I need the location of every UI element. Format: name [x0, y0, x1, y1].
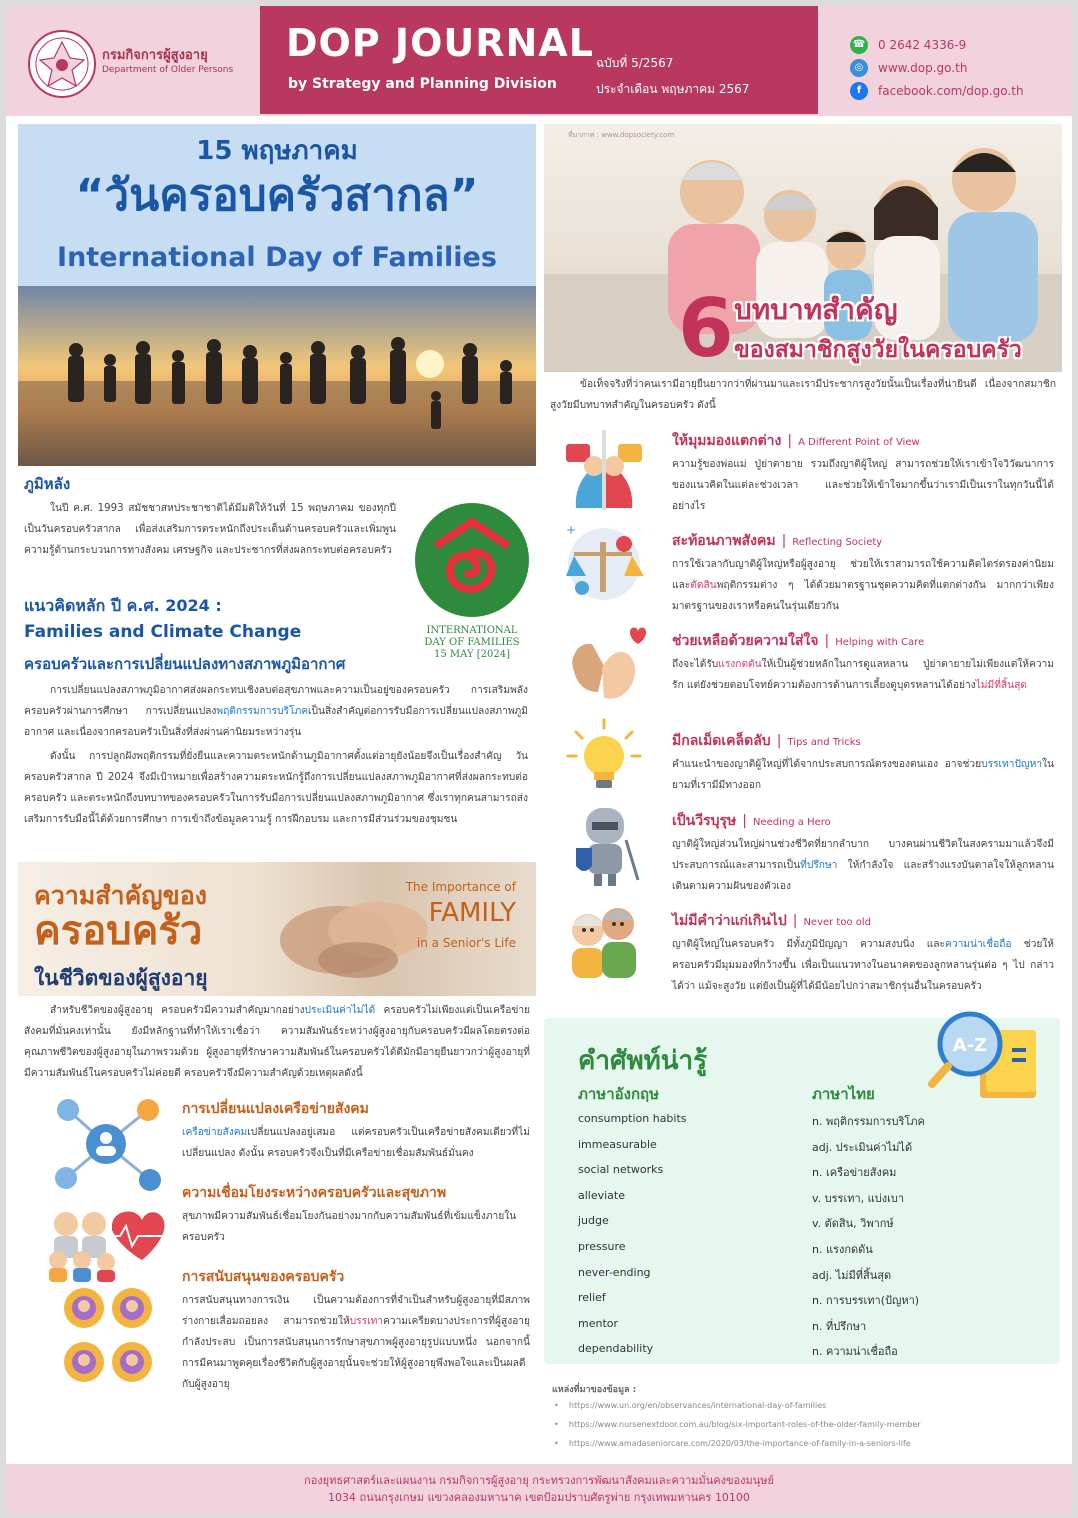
- vocab-term-th: n. แรงกดดัน: [812, 1243, 873, 1256]
- org-name-en: Department of Older Persons: [102, 65, 234, 75]
- hero-date: 15 พฤษภาคม: [196, 136, 358, 166]
- role3-body: [672, 654, 1054, 696]
- role1-body: ความรู้ของพ่อแม่ ปู่ย่าตายาย รวมถึงญาติผู้ใหญ่ สามารถช่วยให้เราเข้าใจวิวัฒนาการของแนวคิดในแต่ละช่วงเวลา และช่วยให้เข้าใจมากขึ้นว่าเรามีเป็นเราในทุกวันนี้ได้อย่างไร: [672, 459, 1054, 512]
- journal-subtitle: by Strategy and Planning Division: [288, 76, 557, 92]
- role6-title-th: ไม่มีคำว่าแก่เกินไป: [672, 913, 787, 929]
- dictionary-magnifier-icon: [928, 1008, 1038, 1104]
- reflecting-society-icon: [562, 522, 646, 606]
- role3-title-en: Helping with Care: [835, 637, 925, 648]
- facebook-icon: f: [850, 82, 868, 100]
- role5-highlight: ที่ปรึกษา: [800, 860, 838, 871]
- roles-intro: ข้อเท็จจริงที่ว่าคนเรามีอายุยืนยาวกว่าที่ผ่านมาและเรามีประชากรสูงวัยนั้นเป็นเรื่องที่น่ายินดี เนื่องจากสมาชิกสูงวัยมีบทบาทสำคัญในครอบครัว ดังนี้: [550, 379, 1056, 411]
- roles-title2: ของสมาชิกสูงวัยในครอบครัว: [734, 337, 1022, 363]
- lightbulb-icon: [566, 718, 642, 794]
- role1-title-th: ให้มุมมองแตกต่าง: [672, 433, 782, 449]
- contact-facebook[interactable]: [850, 79, 1024, 102]
- facebook-link[interactable]: facebook.com/dop.go.th: [878, 83, 1024, 98]
- role2-text2: พฤติกรรมต่าง ๆ ได้ด้วยมาตรฐานชุดความคิดที่แตกต่างกัน มากกว่าเพียงมาตรฐานของเราหรือคนในรุ่นเดียวกัน: [672, 580, 1054, 612]
- idf-logo-text: [404, 625, 540, 661]
- website-link[interactable]: www.dop.go.th: [878, 60, 968, 75]
- roles-title1: บทบาทสำคัญ: [734, 293, 898, 326]
- role4-title: [672, 730, 861, 752]
- role6-highlight: ความน่าเชื่อถือ: [945, 939, 1012, 950]
- importance-item3-body: [182, 1290, 530, 1395]
- importance-intro-text2: ครอบครัวไม่เพียงแต่เป็นเครือข่ายสังคมที่มั่นคงเท่านั้น ยังมีหลักฐานที่ทำให้เราเชื่อว่า ความสัมพันธ์ระหว่างผู้สูงอายุกับครอบครัวมีผลโดยตรงต่อคุณภาพชีวิตของผู้สูงอายุในภาพรวมด้วย ผู้สูงอายุที่รักษาความสัมพันธ์ในครอบครัวได้ดีมักมีอายุยืนยาวกว่าผู้สูงอายุที่มีความสัมพันธ์ในครอบครัวไม่ค่อยดี ครอบครัวจึงมีความสำคัญด้วยเหตุผลดังนี้: [24, 1005, 531, 1079]
- reference-link-1[interactable]: https://www.un.org/en/observances/international-day-of-families: [568, 1401, 827, 1410]
- idf-line1: INTERNATIONAL: [426, 625, 518, 636]
- importance-intro-text: สำหรับชีวิตของผู้สูงอายุ ครอบครัวมีความสำคัญมากอย่าง: [50, 1005, 305, 1016]
- vocab-col-th: ภาษาไทย: [812, 1085, 875, 1103]
- different-view-icon: [562, 426, 646, 510]
- role2-title-th: สะท้อนภาพสังคม: [672, 533, 776, 549]
- theme-paragraph2: ดังนั้น การปลูกฝังพฤติกรรมที่ยั่งยืนและความตระหนักด้านภูมิอากาศตั้งแต่อายุยังน้อยจึงเป็นเรื่องสำคัญ วันครอบครัวสากล ปี 2024 จึงมีเป้าหมายเพื่อสร้างความตระหนักรู้ถึงการเปลี่ยนแปลงสภาพภูมิอากาศที่ส่งผลกระทบต่อครอบครัว และตระหนักถึงบทบาทของครอบครัวในการรับมือการเปลี่ยนแปลงสภาพภูมิอากาศ ซึ่งเราทุกคนสามารถส่งเสริมการรับมือนี้ได้ด้วยการศึกษา การเข้าถึงข้อมูลความรู้ การฝึกอบรม และการมีส่วนร่วมของชุมชน: [24, 751, 528, 825]
- role3-text: ถึงจะได้รับ: [672, 659, 719, 670]
- vocab-term-th: n. ความน่าเชื่อถือ: [812, 1345, 898, 1359]
- role2-text: การใช้เวลากับญาติผู้ใหญ่หรือผู้สูงอายุ ช่วยให้เราสามารถใช้ความคิดไตร่ตรองค่านิยมและ: [672, 559, 1054, 591]
- role6-divider: |: [792, 913, 798, 929]
- idf-line3: 15 MAY [2024]: [434, 649, 510, 660]
- role5-title-en: Needing a Hero: [752, 817, 831, 828]
- role3-highlight2: ไม่มีที่สิ้นสุด: [975, 680, 1027, 691]
- role4-highlight: บรรเทาปัญหา: [981, 759, 1043, 770]
- importance-item1-body: [182, 1122, 530, 1164]
- family-health-icon: [44, 1202, 168, 1282]
- role3-text2: ให้เป็นผู้ช่วยหลักในการดูแลหลาน ปู่ย่าตายายไม่เพียงแต่ให้ความรัก แต่ยังช่วยตอบโจทย์ความต้องการด้านการเลี้ยงดูบุตรหลานได้อย่าง: [672, 659, 1054, 691]
- social-network-icon: [50, 1092, 162, 1196]
- reference-link-3[interactable]: https://www.amadaseniorcare.com/2020/03/the-importance-of-family-in-a-seniors-life: [568, 1439, 911, 1448]
- reference-link-2[interactable]: https://www.nursenextdoor.com.au/blog/six-important-roles-of-the-older-family-member: [568, 1420, 921, 1429]
- phone-text: 0 2642 4336-9: [878, 37, 967, 52]
- role1-title: [672, 430, 920, 452]
- importance-title3: ในชีวิตของผู้สูงอายุ: [34, 966, 208, 990]
- importance-en1: The Importance of: [405, 880, 516, 894]
- vocab-term-en: alleviate: [578, 1188, 626, 1202]
- role6-text2: ช่วยให้ครอบครัวมีมุมมองที่กว้างขึ้น เพื่อเป็นแนวทางในอนาคตของลูกหลานรุ่นต่อ ๆ ไป กล่าวได้ว่า แม้จะสูงวัย แต่ยังเป็นผู้ที่ได้มีน้อยไปกว่าสมาชิกรุ่นอื่นในครอบครัว: [672, 939, 1054, 992]
- footer-line1: กองยุทธศาสตร์และแผนงาน กรมกิจการผู้สูงอายุ กระทรวงการพัฒนาสังคมและความมั่นคงของมนุษย์: [304, 1474, 774, 1487]
- role3-title: [672, 630, 924, 652]
- family-support-icon: [60, 1286, 156, 1386]
- vocab-title: คำศัพท์น่ารู้: [578, 1046, 708, 1076]
- importance-item2-body: สุขภาพมีความสัมพันธ์เชื่อมโยงกันอย่างมากกับความสัมพันธ์ที่เข้มแข็งภายในครอบครัว: [182, 1211, 517, 1243]
- importance-title1: ความสำคัญของ: [34, 881, 207, 910]
- vocab-term-th: adj. ไม่มีที่สิ้นสุด: [812, 1268, 892, 1282]
- contact-website[interactable]: [850, 56, 1024, 79]
- role4-divider: |: [776, 733, 782, 749]
- idf-logo-icon: [414, 502, 530, 618]
- org-name: [102, 48, 233, 77]
- reference-item[interactable]: • https://www.un.org/en/observances/international-day-of-families: [554, 1401, 827, 1410]
- contact-list: [850, 33, 1024, 102]
- footer: [6, 1464, 1072, 1514]
- beach-family-photo: [18, 286, 536, 466]
- vocab-term-th: v. บรรเทา, แบ่งเบา: [812, 1191, 904, 1205]
- background-heading: ภูมิหลัง: [24, 475, 71, 493]
- role2-divider: |: [781, 533, 787, 549]
- role1-title-en: A Different Point of View: [798, 437, 920, 448]
- vocab-term-en: social networks: [578, 1163, 664, 1177]
- vocab-term-en: consumption habits: [578, 1112, 687, 1125]
- header: [6, 6, 1072, 116]
- theme-heading3: ครอบครัวและการเปลี่ยนแปลงทางสภาพภูมิอากาศ: [24, 655, 346, 673]
- role6-title: [672, 910, 871, 932]
- reference-item[interactable]: • https://www.amadaseniorcare.com/2020/03/the-importance-of-family-in-a-seniors-life: [554, 1439, 911, 1448]
- importance-item3-highlight: บรรเทา: [349, 1316, 384, 1327]
- vocab-term-th: n. พฤติกรรมการบริโภค: [812, 1115, 925, 1128]
- importance-en3: in a Senior's Life: [416, 936, 516, 950]
- elderly-couple-icon: [564, 900, 644, 980]
- journal-page: [6, 6, 1072, 1514]
- importance-title2: ครอบครัว: [34, 908, 203, 954]
- vocab-badge: A-Z: [952, 1035, 988, 1056]
- roles-big-number: 6: [678, 282, 734, 372]
- role4-body: [672, 754, 1054, 796]
- helping-hands-icon: [562, 622, 646, 706]
- role6-text: ญาติผู้ใหญ่ในครอบครัว มีทั้งภูมิปัญญา ความสงบนิ่ง และ: [672, 939, 946, 950]
- issue-month: ประจำเดือน พฤษภาคม 2567: [596, 82, 750, 96]
- vocab-term-th: adj. ประเมินค่าไม่ได้: [812, 1140, 913, 1154]
- role5-divider: |: [742, 813, 747, 829]
- phone-icon: ☎: [850, 36, 868, 54]
- importance-item3-title: การสนับสนุนของครอบครัว: [182, 1269, 345, 1285]
- vocab-term-en: pressure: [578, 1240, 626, 1253]
- vocab-term-en: relief: [578, 1291, 606, 1305]
- dop-logo-icon: [26, 28, 98, 100]
- role4-title-en: Tips and Tricks: [787, 737, 861, 748]
- hero-banner: [18, 124, 536, 286]
- vocab-term-en: never-ending: [578, 1265, 651, 1279]
- photo-watermark: ที่มาภาพ : www.dopsociety.com: [568, 131, 675, 139]
- importance-item1-highlight: เครือข่ายสังคม: [182, 1127, 248, 1138]
- role6-title-en: Never too old: [803, 917, 872, 928]
- vocab-term-en: judge: [578, 1214, 609, 1228]
- footer-line2: 1034 ถนนกรุงเกษม แขวงคลองมหานาค เขตป้อมปราบศัตรูพ่าย กรุงเทพมหานคร 10100: [328, 1491, 750, 1504]
- importance-banner: [18, 862, 536, 996]
- reference-item[interactable]: • https://www.nursenextdoor.com.au/blog/six-important-roles-of-the-older-family-member: [554, 1420, 921, 1429]
- role3-title-th: ช่วยเหลือด้วยความใส่ใจ: [672, 633, 819, 649]
- vocabulary-box: [544, 1018, 1060, 1364]
- role5-text2: ให้กำลังใจ และสร้างแรงบันดาลใจให้ลูกหลานเดินตามความฝันของตัวเอง: [672, 860, 1054, 892]
- hero-title-en: International Day of Families: [57, 242, 497, 273]
- org-name-th: กรมกิจการผู้สูงอายุ: [102, 48, 208, 63]
- importance-intro: [24, 1000, 530, 1084]
- importance-item2-title: ความเชื่อมโยงระหว่างครอบครัวและสุขภาพ: [182, 1185, 447, 1201]
- importance-item3-text2: ความเครียดบางประการที่ผู้สูงอายุกำลังประสบ เป็นการสนับสนุนการรักษาสุขภาพผู้สูงอายุรูปแบบหนึ่ง นอกจากนี้ การมีคนมาพูดคุยเรื่องชีวิตกับผู้สูงอายุนั้นจะช่วยให้ผู้สูงอายุพึงพอใจและเป็นผลดีกับผู้สูงอายุ: [182, 1316, 530, 1390]
- theme-p1-text2: เป็นสิ่งสำคัญต่อการรับมือการเปลี่ยนแปลงสภาพภูมิอากาศ และเนื่องจากครอบครัวเป็นสิ่งที่ส่งผ่านค่านิยมระหว่างรุ่น: [24, 706, 528, 738]
- theme-heading1: แนวคิดหลัก ปี ค.ศ. 2024 :: [24, 596, 222, 615]
- title-band: [260, 6, 818, 114]
- role2-highlight: ตัดสิน: [690, 580, 717, 591]
- vocab-col-en: ภาษาอังกฤษ: [578, 1085, 660, 1103]
- svg-text:+: +: [566, 523, 577, 537]
- role5-title: [672, 810, 831, 832]
- role6-body: [672, 934, 1054, 997]
- issue-number: ฉบับที่ 5/2567: [596, 56, 674, 70]
- idf-line2: DAY OF FAMILIES: [424, 637, 520, 648]
- role2-body: [672, 554, 1054, 617]
- importance-intro-highlight: ประเมินค่าไม่ได้: [304, 1005, 376, 1016]
- contact-phone: [850, 33, 1024, 56]
- family-photo: [544, 124, 1062, 372]
- role5-text: ญาติผู้ใหญ่ส่วนใหญ่ผ่านช่วงชีวิตที่ยากลำบาก บางคนผ่านชีวิตในสงครามมาแล้วจึงมีประสบการณ์และสามารถเป็น: [672, 839, 1054, 871]
- theme-p1-highlight: พฤติกรรมการบริโภค: [216, 706, 309, 717]
- role3-highlight: แรงกดดัน: [718, 659, 762, 670]
- role5-body: [672, 834, 1054, 897]
- importance-item1-title: การเปลี่ยนแปลงเครือข่ายสังคม: [182, 1101, 369, 1117]
- vocab-term-th: n. เครือข่ายสังคม: [812, 1166, 897, 1180]
- role5-title-th: เป็นวีรบุรุษ: [672, 813, 737, 829]
- theme-paragraph1: [24, 680, 528, 743]
- vocab-term-en: immeasurable: [578, 1137, 657, 1151]
- journal-title: DOP JOURNAL: [286, 21, 594, 65]
- vocab-term-th: v. ตัดสิน, วิพากษ์: [812, 1217, 894, 1231]
- role2-title: [672, 530, 882, 552]
- vocab-term-en: dependability: [578, 1342, 654, 1356]
- importance-item3-text: การสนับสนุนทางการเงิน เป็นความต้องการที่จำเป็นสำหรับผู้สูงอายุที่มีสภาพร่างกายเสื่อมถอยลง สามารถช่วยให้: [182, 1295, 530, 1327]
- role2-title-en: Reflecting Society: [792, 537, 883, 548]
- importance-item1-text: เปลี่ยนแปลงอยู่เสมอ แต่ครอบครัวเป็นเครือข่ายสังคมเดียวที่ไม่เปลี่ยนแปลง ดังนั้น ครอบครัวจึงเป็นที่มีเครือข่ายเชื่อมสัมพันธ์มั่นคง: [182, 1127, 530, 1159]
- knight-hero-icon: [568, 800, 642, 886]
- vocab-term-en: mentor: [578, 1316, 619, 1330]
- hero-title-th: “วันครอบครัวสากล”: [75, 170, 479, 221]
- role3-divider: |: [824, 633, 830, 649]
- role4-title-th: มีกลเม็ดเคล็ดลับ: [672, 733, 771, 749]
- theme-p1-text: การเปลี่ยนแปลงสภาพภูมิอากาศส่งผลกระทบเชิงลบต่อสุขภาพและความเป็นอยู่ของครอบครัว การเสริมพลังครอบครัวผ่านการศึกษา การเปลี่ยนแปลง: [24, 685, 528, 717]
- importance-en2: FAMILY: [428, 898, 516, 928]
- references-heading: แหล่งที่มาของข้อมูล :: [552, 1385, 637, 1395]
- role4-text: คำแนะนำของญาติผู้ใหญ่ที่ได้จากประสบการณ์ตรงของตนเอง อาจช่วย: [672, 759, 982, 770]
- vocab-term-th: n. ที่ปรึกษา: [812, 1319, 867, 1333]
- role1-divider: |: [787, 433, 793, 449]
- references-list: [554, 1396, 1054, 1453]
- vocab-term-th: n. การบรรเทา(ปัญหา): [812, 1294, 920, 1308]
- globe-icon: ◎: [850, 59, 868, 77]
- theme-heading2: Families and Climate Change: [24, 622, 302, 642]
- background-body: ในปี ค.ศ. 1993 สมัชชาสหประชาชาติได้มีมติให้วันที่ 15 พฤษภาคม ของทุกปี เป็นวันครอบครัวสากล เพื่อส่งเสริมการตระหนักถึงประเด็นด้านครอบครัวและเพิ่มพูนความรู้ด้านกระบวนการทางสังคม เศรษฐกิจ และประชากรที่ส่งผลกระทบต่อครอบครัว: [24, 503, 396, 556]
- role4-text2: ในยามที่เรามีมีทางออก: [672, 759, 1054, 791]
